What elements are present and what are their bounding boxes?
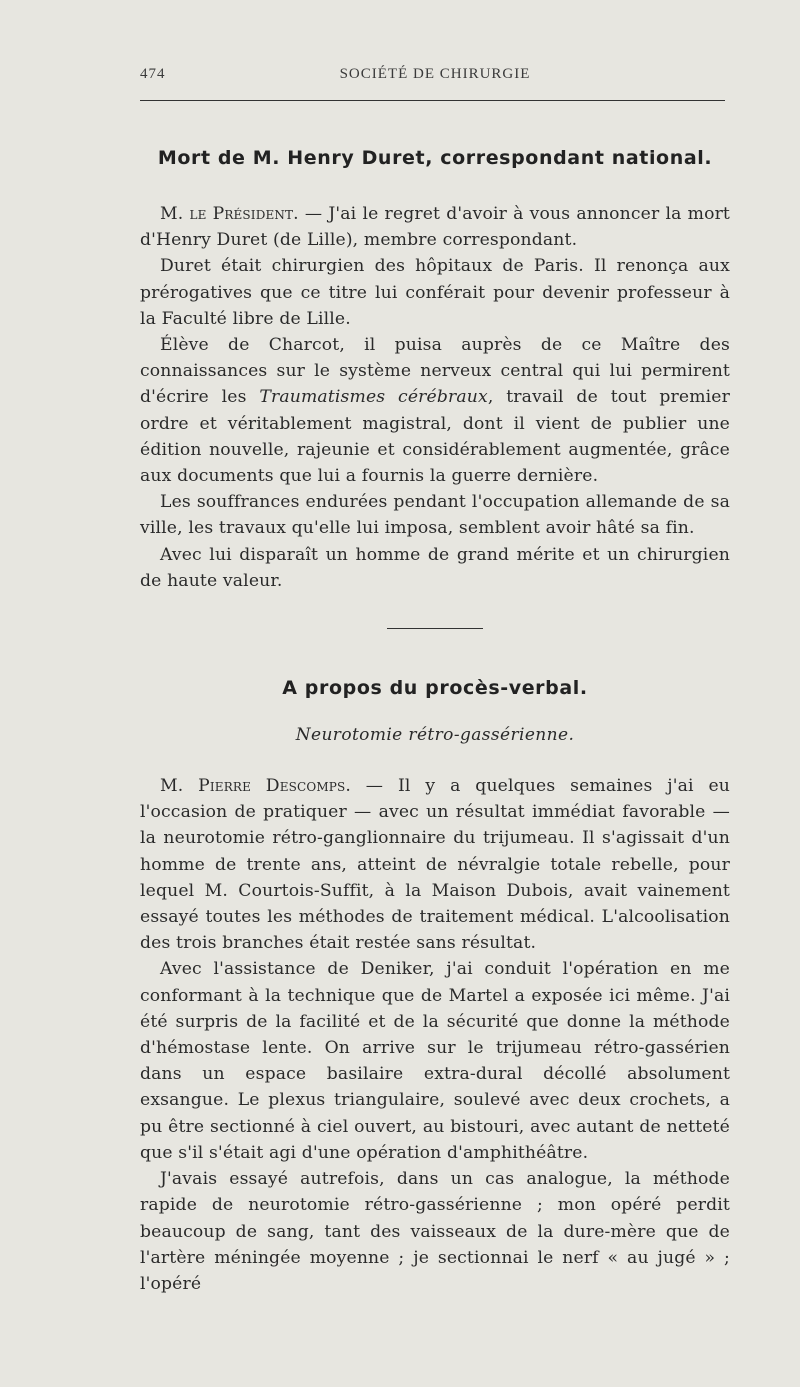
paragraph: Avec l'assistance de Deniker, j'ai conduit l'opération en me conformant à la technique que de Martel a exposée ici même. J'ai été surpris de la facilité et de la sécurité que donne la méthode d'hémostase lente. On arrive sur le trijumeau rétro-gassérien dans un espace basilaire extra-dural décollé absolument exsangue. Le plexus triangulaire, soulevé avec deux crochets, a pu être sectionné à ciel ouvert, au bistouri, avec autant de netteté que s'il s'était agi d'une opération d'amphithéâtre. (140, 959, 730, 1163)
subtitle: Neurotomie rétro-gassérienne. (295, 725, 575, 746)
book-title: Traumatismes cérébraux (259, 387, 488, 408)
running-head (140, 58, 730, 98)
paragraph: Les souffrances endurées pendant l'occupation allemande de sa ville, les travaux qu'elle lui imposa, semblent avoir hâté sa fin. (140, 492, 730, 539)
paragraph: Avec lui disparaît un homme de grand mérite et un chirurgien de haute valeur. (140, 544, 730, 591)
section-heading-obituary: Mort de M. Henry Duret, correspondant national. (157, 147, 713, 169)
paragraph-text: — Il y a quelques semaines j'ai eu l'occasion de pratiquer — avec un résultat immédiat favorable — la neurotomie rétro-ganglionnaire du trijumeau. Il s'agissait d'un homme de trente ans, atteint de névralgie totale rebelle, pour lequel M. Courtois-Suffit, à la Maison Dubois, avait vainement essayé toutes les méthodes de traitement médical. L'alcoolisation des trois branches était restée sans résultat. (140, 776, 730, 954)
speaker: M. le Président. (160, 204, 299, 224)
paragraph: J'avais essayé autrefois, dans un cas analogue, la méthode rapide de neurotomie rétro-gassérienne ; mon opéré perdit beaucoup de sang, tant des vaisseaux de la dure-mère que de l'artère méningée moyenne ; je sectionnai le nerf « au jugé » ; l'opéré (140, 1169, 730, 1294)
paragraph-text: — J'ai le regret d'avoir à vous annoncer la mort d'Henry Duret (de Lille), membre correspondant. (140, 204, 730, 251)
speaker: M. Pierre Descomps. (160, 776, 351, 797)
paragraph (140, 201, 730, 253)
page-number: 474 (140, 66, 166, 82)
paragraph (140, 773, 730, 956)
section-heading-proces-verbal: A propos du procès-verbal. (282, 677, 588, 700)
running-title: SOCIÉTÉ DE CHIRURGIE (339, 66, 531, 82)
paragraph: Duret était chirurgien des hôpitaux de Paris. Il renonça aux prérogatives que ce titre lui conférait pour devenir professeur à la Faculté libre de Lille. (140, 256, 730, 329)
section-divider (387, 628, 483, 629)
paragraph-text: Élève de Charcot, il puisa auprès de ce Maître des connaissances sur le système nerveux central qui lui permirent d'écrire les (140, 335, 730, 408)
header-rule (140, 100, 725, 101)
paragraph-text: , travail de tout premier ordre et véritablement magistral, dont il vient de publier une édition nouvelle, rajeunie et considérablement augmentée, grâce aux documents que lui a fournis la guerre dernière. (140, 387, 730, 487)
paragraph (140, 332, 730, 489)
